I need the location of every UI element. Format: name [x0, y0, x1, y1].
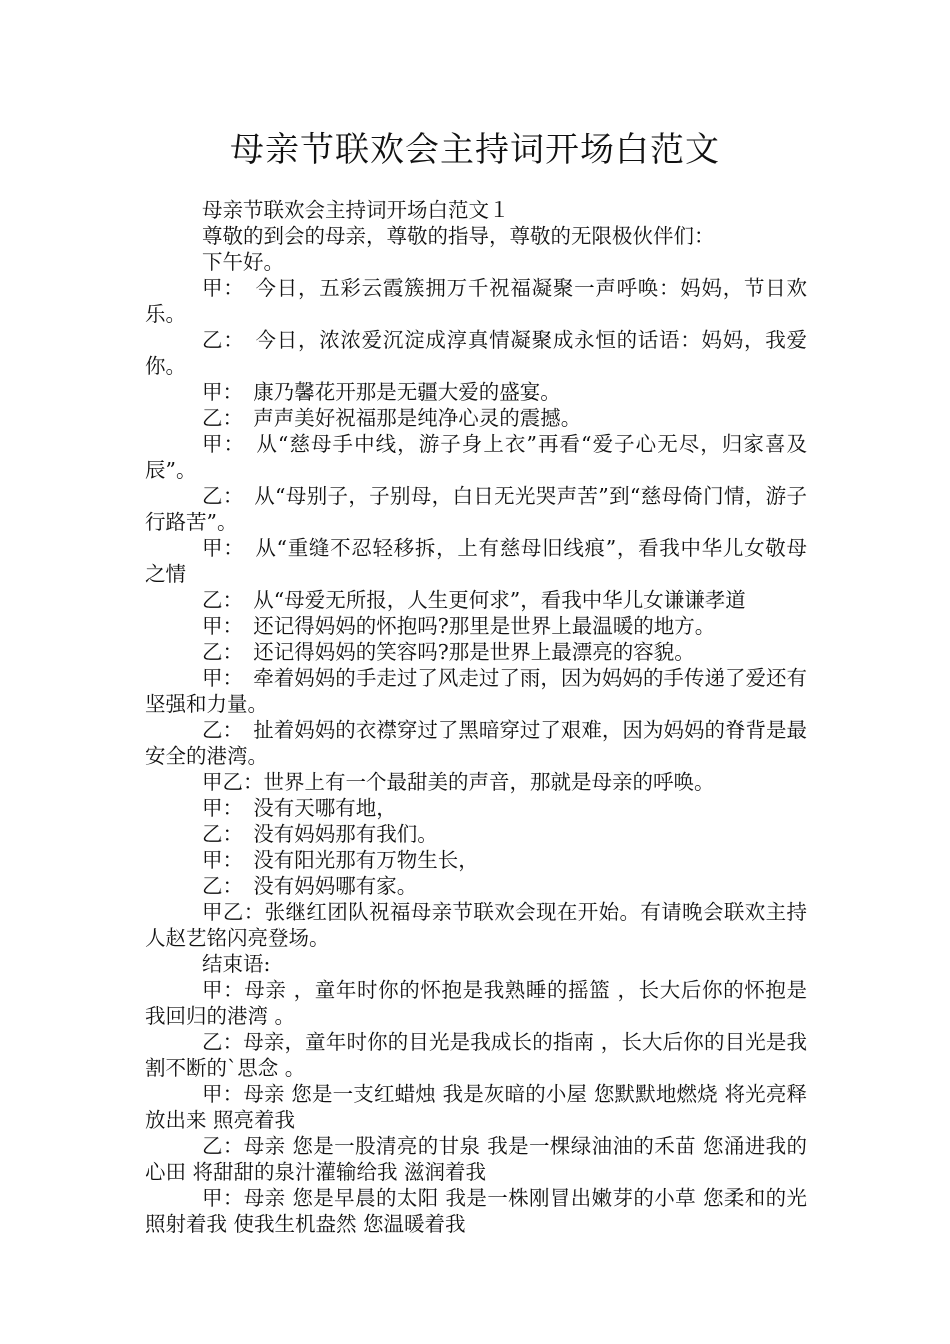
paragraph: 甲乙：张继红团队祝福母亲节联欢会现在开始。有请晚会联欢主持人赵艺铭闪亮登场。	[145, 900, 807, 950]
document-body	[145, 197, 807, 1237]
document-title: 母亲节联欢会主持词开场白范文	[230, 130, 720, 170]
paragraph: 乙： 从“母别子，子别母，白日无光哭声苦”到“慈母倚门情，游子行路苦”。	[145, 484, 807, 534]
paragraph: 甲： 今日，五彩云霞簇拥万千祝福凝聚一声呼唤：妈妈，节日欢乐。	[145, 276, 807, 326]
paragraph: 甲：母亲 您是早晨的太阳 我是一株刚冒出嫩芽的小草 您柔和的光照射着我 使我生机盎然 您温暖着我	[145, 1186, 807, 1236]
paragraph: 乙： 没有妈妈那有我们。	[202, 822, 438, 846]
paragraph: 乙： 今日，浓浓爱沉淀成淳真情凝聚成永恒的话语：妈妈，我爱你。	[145, 328, 807, 378]
paragraph: 乙： 从“母爱无所报，人生更何求”，看我中华儿女谦谦孝道	[202, 588, 746, 612]
paragraph: 结束语:	[202, 952, 271, 976]
paragraph: 甲： 还记得妈妈的怀抱吗?那里是世界上最温暖的地方。	[202, 614, 716, 638]
paragraph: 乙：母亲 您是一股清亮的甘泉 我是一棵绿油油的禾苗 您涌进我的心田 将甜甜的泉汁灌输给我 滋润着我	[145, 1134, 807, 1184]
paragraph: 下午好。	[202, 250, 284, 274]
paragraph: 母亲节联欢会主持词开场白范文１	[202, 198, 510, 222]
paragraph: 甲： 没有阳光那有万物生长，	[202, 848, 479, 872]
paragraph: 甲： 康乃馨花开那是无疆大爱的盛宴。	[202, 380, 561, 404]
paragraph: 甲：母亲 您是一支红蜡烛 我是灰暗的小屋 您默默地燃烧 将光亮释放出来 照亮着我	[145, 1082, 807, 1132]
paragraph: 乙： 声声美好祝福那是纯净心灵的震撼。	[202, 406, 582, 430]
paragraph: 乙： 扯着妈妈的衣襟穿过了黑暗穿过了艰难，因为妈妈的脊背是最安全的港湾。	[145, 718, 807, 768]
paragraph: 甲： 牵着妈妈的手走过了风走过了雨，因为妈妈的手传递了爱还有坚强和力量。	[145, 666, 807, 716]
paragraph: 甲： 从“重缝不忍轻移拆，上有慈母旧线痕”，看我中华儿女敬母之情	[145, 536, 807, 586]
paragraph: 尊敬的到会的母亲，尊敬的指导，尊敬的无限极伙伴们：	[202, 224, 715, 248]
paragraph: 甲：母亲 ，童年时你的怀抱是我熟睡的摇篮 ，长大后你的怀抱是我回归的港湾 。	[145, 978, 807, 1028]
paragraph: 甲乙：世界上有一个最甜美的声音，那就是母亲的呼唤。	[202, 770, 715, 794]
paragraph: 甲： 从“慈母手中线，游子身上衣”再看“爱子心无尽，归家喜及辰”。	[145, 432, 807, 482]
paragraph: 乙：母亲，童年时你的目光是我成长的指南 ，长大后你的目光是我割不断的`思念 。	[145, 1030, 807, 1080]
paragraph: 甲： 没有天哪有地，	[202, 796, 397, 820]
paragraph: 乙： 没有妈妈哪有家。	[202, 874, 418, 898]
paragraph: 乙： 还记得妈妈的笑容吗?那是世界上最漂亮的容貌。	[202, 640, 695, 664]
